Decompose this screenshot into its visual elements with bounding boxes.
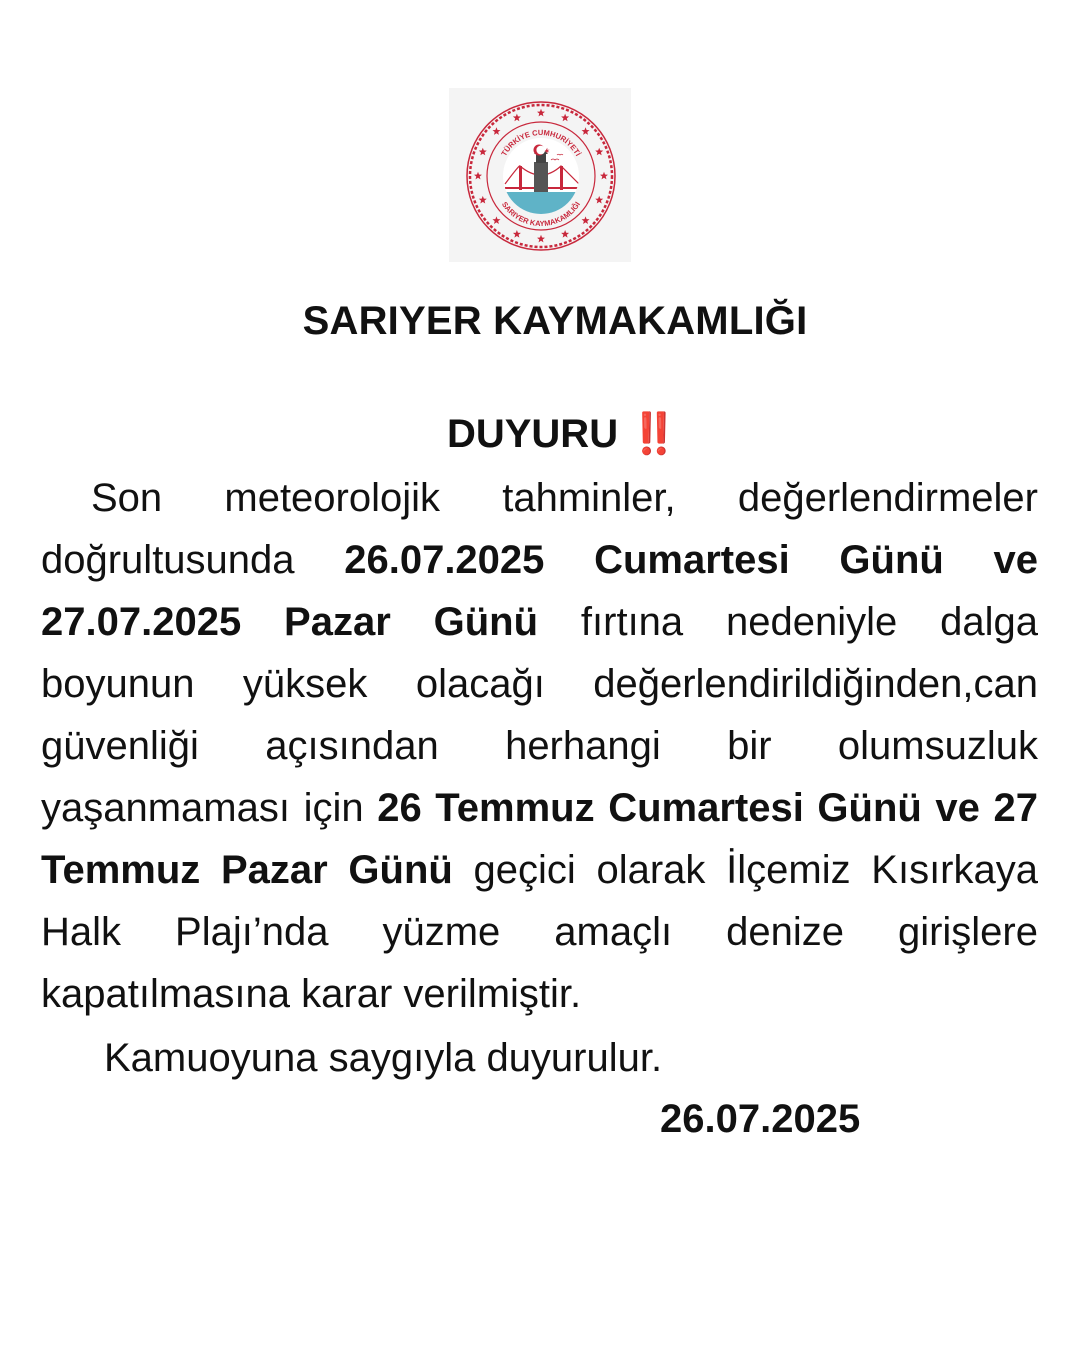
seal-star-icon: [492, 127, 500, 135]
logo-box: [449, 88, 631, 262]
announcement-date: 26.07.2025: [660, 1097, 861, 1141]
seal-star-icon: [479, 196, 487, 204]
body-bold-days: 26 Temmuz Cumartesi Günü ve 27 Temmuz Pazar Günü: [41, 786, 1039, 892]
seal-star-icon: [513, 114, 521, 122]
seal-star-icon: [474, 172, 482, 180]
seal-star-icon: [561, 230, 569, 238]
bridge-tower-left: [519, 166, 522, 190]
body-text-segment: Son meteorolojik tahminler, değerlendirmeler doğrultusunda: [41, 476, 1038, 582]
seal-star-icon: [582, 216, 590, 224]
seal-star-icon: [595, 196, 603, 204]
closing-line: Kamuoyuna saygıyla duyurulur.: [104, 1036, 663, 1080]
bridge-tower-right: [560, 166, 563, 190]
seal-star-icon: [479, 148, 487, 156]
sariyer-kaymakamligi-seal-logo: [449, 88, 631, 262]
body-text-segment: fırtına nedeniyle dalga boyunun yüksek olacağı değerlendirildiğinden,can güvenliği açısından herhangi bir olumsuzluk yaşanmaması için: [41, 600, 1039, 830]
seal-star-icon: [582, 127, 590, 135]
announcement-body: [41, 467, 1038, 1025]
seal-star-icon: [537, 109, 545, 117]
seal-bottom-text: SARIYER KAYMAKAMLIĞI: [499, 199, 582, 229]
organization-title: SARIYER KAYMAKAMLIĞI: [302, 299, 808, 343]
lighthouse-icon: [534, 162, 548, 192]
seal-top-text: TÜRKİYE CUMHURİYETİ: [499, 127, 583, 158]
seal-star-icon: [561, 114, 569, 122]
seal-star-icon: [537, 235, 545, 243]
double-exclamation-icon: ‼️: [629, 412, 676, 456]
body-text-segment: geçici olarak İlçemiz Kısırkaya Halk Plajı’nda yüzme amaçlı denize girişlere kapatılmasına karar verilmiştir.: [41, 848, 1038, 1016]
announcement-title: DUYURU: [446, 412, 619, 456]
seal-star-icon: [513, 230, 521, 238]
announcement-heading: [0, 406, 1080, 462]
seal-star-icon: [595, 148, 603, 156]
seal-star-icon: [600, 172, 608, 180]
seal-star-icon: [492, 216, 500, 224]
body-bold-dates: 26.07.2025 Cumartesi Günü ve 27.07.2025 Pazar Günü: [41, 538, 1038, 644]
